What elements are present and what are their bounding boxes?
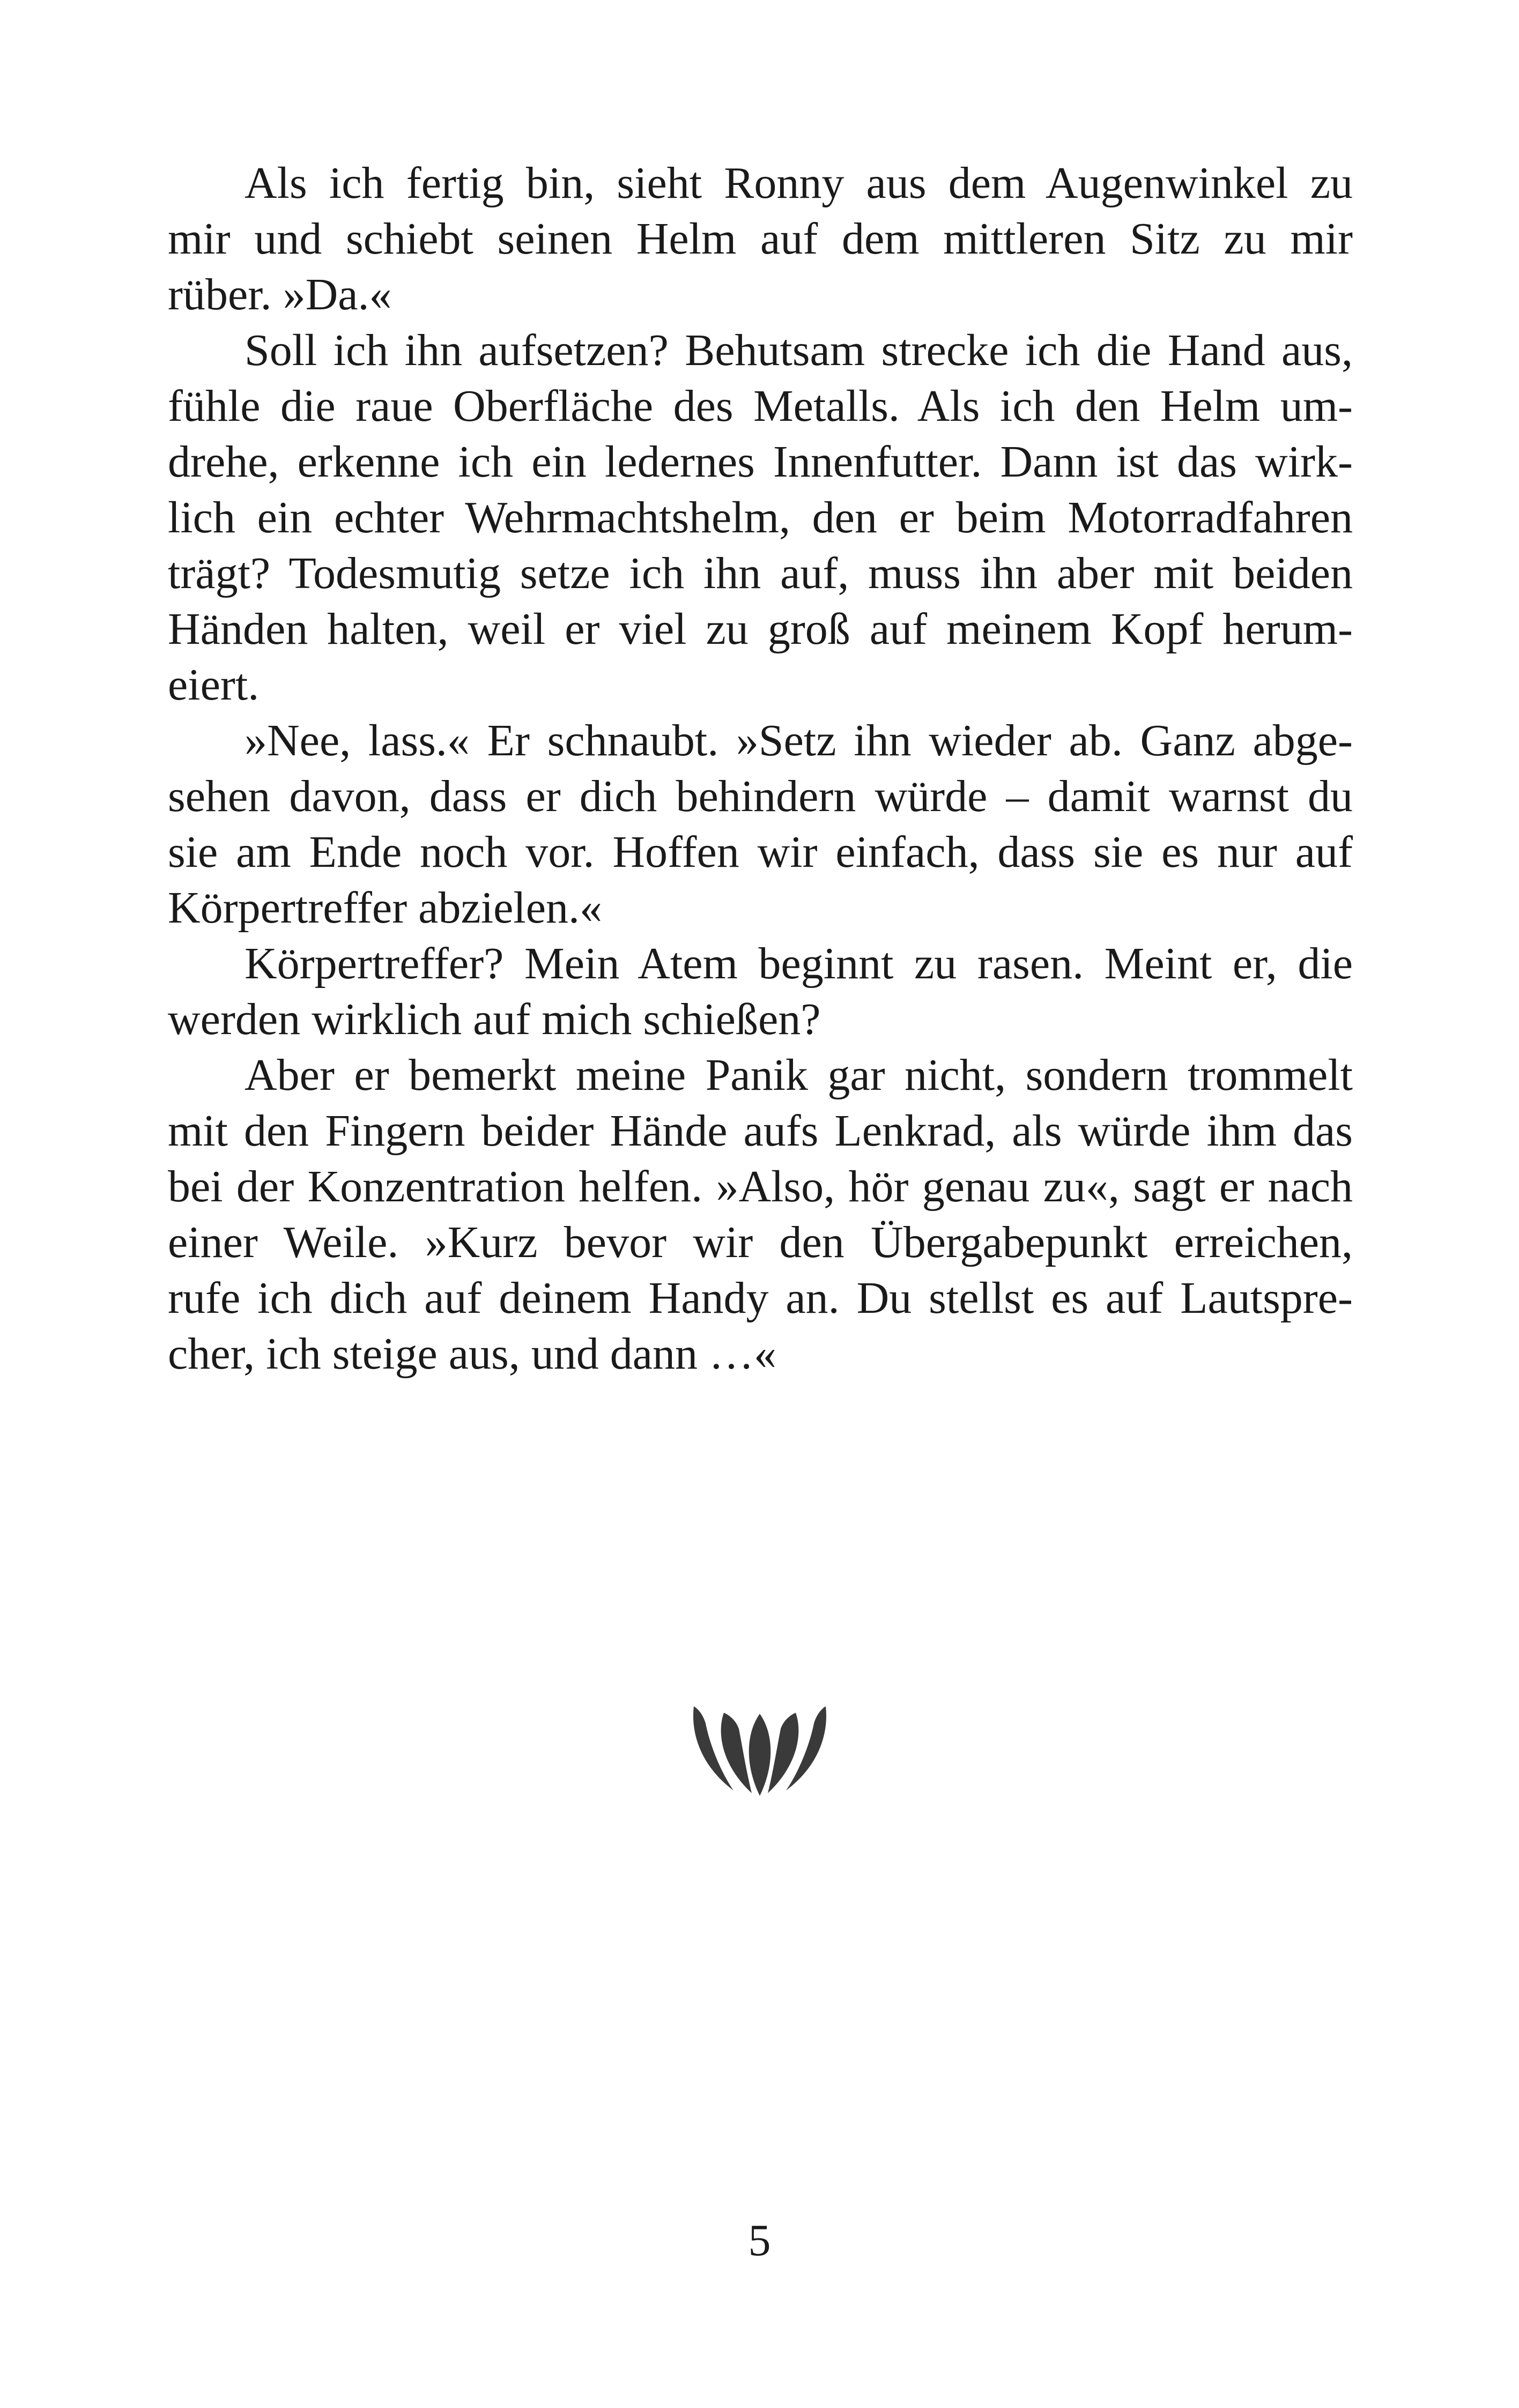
text-line: Körpertreffer abzielen.« xyxy=(168,883,602,933)
text-line: rufe ich dich auf deinem Handy an. Du stellst es auf Lautspre- xyxy=(168,1273,1353,1323)
text-line: rüber. »Da.« xyxy=(168,270,392,319)
text-line: trägt? Todesmutig setze ich ihn auf, muss ihn aber mit beiden xyxy=(168,548,1353,598)
lotus-flower-icon xyxy=(690,1702,830,1798)
text-line: Aber er bemerkt meine Panik gar nicht, sondern trommelt xyxy=(244,1050,1353,1100)
text-line: Körpertreffer? Mein Atem beginnt zu rasen. Meint er, die xyxy=(244,939,1353,989)
text-line: lich ein echter Wehrmachtshelm, den er beim Motorradfahren xyxy=(168,493,1353,542)
text-line: »Nee, lass.« Er schnaubt. »Setz ihn wieder ab. Ganz abge- xyxy=(244,716,1353,765)
text-line: eiert. xyxy=(168,660,260,710)
text-line: bei der Konzentration helfen. »Also, hör genau zu«, sagt er nach xyxy=(168,1162,1353,1212)
text-line: fühle die raue Oberfläche des Metalls. Als ich den Helm um- xyxy=(168,381,1353,431)
text-line: Soll ich ihn aufsetzen? Behutsam strecke ich die Hand aus, xyxy=(244,325,1353,375)
text-line: werden wirklich auf mich schießen? xyxy=(168,994,821,1044)
text-line: sie am Ende noch vor. Hoffen wir einfach, dass sie es nur auf xyxy=(168,827,1353,877)
text-line: drehe, erkenne ich ein ledernes Innenfutter. Dann ist das wirk- xyxy=(168,437,1353,487)
page-number: 5 xyxy=(748,2216,771,2265)
text-line: Als ich fertig bin, sieht Ronny aus dem Augenwinkel zu xyxy=(244,158,1353,208)
body-text xyxy=(168,155,1353,1382)
text-line: mit den Fingern beider Hände aufs Lenkrad, als würde ihm das xyxy=(168,1106,1353,1156)
text-line: cher, ich steige aus, und dann …« xyxy=(168,1329,776,1379)
text-line: mir und schiebt seinen Helm auf dem mittleren Sitz zu mir xyxy=(168,214,1353,264)
text-line: Händen halten, weil er viel zu groß auf meinem Kopf herum- xyxy=(168,604,1353,654)
text-line: einer Weile. »Kurz bevor wir den Übergabepunkt erreichen, xyxy=(168,1217,1353,1267)
text-line: sehen davon, dass er dich behindern würde – damit warnst du xyxy=(168,771,1353,821)
